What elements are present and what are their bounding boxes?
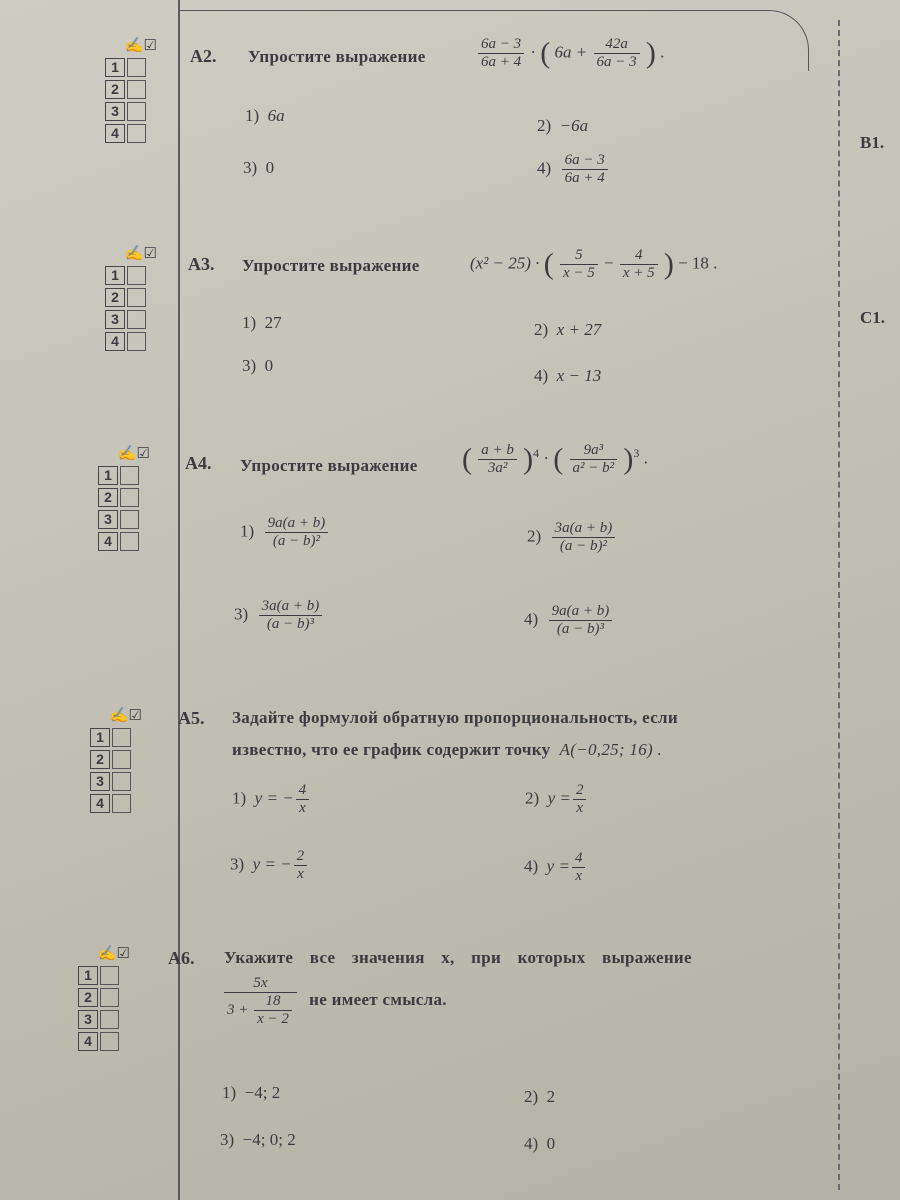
mark-box[interactable] [127, 58, 146, 77]
mark-number: 3 [105, 310, 125, 329]
mark-number: 4 [98, 532, 118, 551]
mark-number: 3 [98, 510, 118, 529]
answer-option: 1) 6a [245, 106, 285, 125]
answer-option: 3) −4; 0; 2 [220, 1130, 296, 1149]
mark-number: 2 [105, 80, 125, 99]
mark-box[interactable] [127, 266, 146, 285]
task-id: A6. [168, 948, 195, 968]
mark-box[interactable] [112, 750, 131, 769]
mark-box[interactable] [127, 80, 146, 99]
answer-option: 3) y = − $\frac{2}{x}$ [230, 848, 309, 883]
task-text: Упростите выражение [248, 47, 426, 66]
task-text-line1: Задайте формулой обратную пропорциональность, если [232, 708, 678, 727]
mark-number: 1 [105, 58, 125, 77]
mark-box[interactable] [100, 1032, 119, 1051]
mark-number: 2 [78, 988, 98, 1007]
answer-option: 1) $\frac{9a(a + b)}{\text{(a − b)²}}$ [240, 515, 330, 550]
fraction: $\frac{2}{x}$ [573, 782, 587, 817]
mark-box[interactable] [127, 102, 146, 121]
fraction: $\frac{\text{9a³}}{\text{a² − b²}}$ [570, 442, 618, 477]
answer-option: 2) $\frac{3a(a + b)}{\text{(a − b)²}}$ [527, 520, 617, 555]
fraction: $\frac{42a}{6a - 3}$ [594, 36, 640, 71]
pen-check-icon: ✍☑ [109, 708, 142, 724]
mark-number: 2 [105, 288, 125, 307]
answer-option: 3) 0 [242, 356, 274, 375]
mark-number: 4 [78, 1032, 98, 1051]
mark-number: 2 [98, 488, 118, 507]
mark-box[interactable] [100, 988, 119, 1007]
mark-box[interactable] [127, 288, 146, 307]
fraction: $\frac{4}{x + 5}$ [620, 247, 658, 282]
left-margin-line [178, 0, 180, 1200]
mark-number: 1 [78, 966, 98, 985]
answer-marks-a5 [90, 706, 142, 814]
fraction: $\frac{9a(a + b)}{\text{(a − b)³}}$ [549, 603, 613, 638]
answer-option: 1) 27 [242, 313, 282, 332]
task-text-line2: не имеет смысла. [309, 990, 447, 1010]
fraction: $\frac{4}{x}$ [296, 782, 310, 817]
fraction: $\frac{9a(a + b)}{\text{(a − b)²}}$ [265, 515, 329, 550]
task-text-line1: Укажите все значения x, при которых выражение [224, 948, 692, 967]
mark-number: 2 [90, 750, 110, 769]
fraction: $\frac{3a(a + b)}{\text{(a − b)³}}$ [259, 598, 323, 633]
side-label-c1: C1. [860, 308, 886, 327]
fraction: $\frac{5}{x - 5}$ [560, 247, 598, 282]
answer-marks-a2 [105, 36, 157, 144]
task-text-line2: известно, что ее график содержит точку A(−0,25; 16) . [232, 740, 663, 759]
answer-option: 2) x + 27 [534, 320, 602, 339]
answer-option: 2) y = $\frac{2}{x}$ [525, 782, 588, 817]
answer-option: 3) 0 [243, 158, 275, 177]
mark-number: 4 [105, 124, 125, 143]
answer-option: 4) $\frac{9a(a + b)}{\text{(a − b)³}}$ [524, 603, 614, 638]
mark-number: 1 [98, 466, 118, 485]
pen-check-icon: ✍☑ [117, 446, 150, 462]
task-expression: ( $\frac{a + b}{\text{3a²}}$ )$^4$ · ( $\frac{\text{9a³}}{\text{a² − b²}}$ )$^3$ . [462, 442, 648, 476]
mark-number: 1 [90, 728, 110, 747]
mark-number: 3 [90, 772, 110, 791]
mark-number: 4 [90, 794, 110, 813]
pen-check-icon: ✍☑ [97, 946, 130, 962]
answer-option: 4) x − 13 [534, 366, 602, 385]
fraction: $\frac{18}{x - 2}$ [254, 993, 292, 1028]
mark-number: 4 [105, 332, 125, 351]
answer-marks-a4 [98, 444, 150, 552]
mark-number: 3 [78, 1010, 98, 1029]
task-id: A5. [178, 708, 205, 728]
side-label-b1: B1. [860, 133, 885, 152]
pen-check-icon: ✍☑ [124, 38, 157, 54]
mark-box[interactable] [127, 124, 146, 143]
right-dashed-line [838, 20, 840, 1190]
mark-box[interactable] [127, 332, 146, 351]
task-text: Упростите выражение [242, 256, 420, 275]
task-id: A3. [188, 254, 215, 274]
mark-box[interactable] [112, 794, 131, 813]
mark-box[interactable] [120, 466, 139, 485]
fraction: 5x 3 + $\frac{18}{x - 2}$ [224, 975, 297, 1028]
task-id: A2. [190, 46, 217, 66]
fraction: $\frac{3a(a + b)}{\text{(a − b)²}}$ [552, 520, 616, 555]
fraction: $\frac{6a - 3}{6a + 4}$ [478, 36, 524, 71]
fraction: $\frac{6a - 3}{6a + 4}$ [562, 152, 608, 187]
answer-option: 2) −6a [537, 116, 589, 135]
mark-box[interactable] [112, 772, 131, 791]
fraction: $\frac{2}{x}$ [294, 848, 308, 883]
mark-number: 3 [105, 102, 125, 121]
task-expression: $\frac{6a - 3}{6a + 4}$ · ( 6a + $\frac{42a}{6a - 3}$ ) . [476, 36, 664, 71]
mark-box[interactable] [120, 532, 139, 551]
fraction: $\frac{a + b}{\text{3a²}}$ [478, 442, 517, 477]
fraction: $\frac{4}{x}$ [572, 850, 586, 885]
task-id: A4. [185, 453, 212, 473]
pen-check-icon: ✍☑ [124, 246, 157, 262]
mark-box[interactable] [112, 728, 131, 747]
answer-option: 2) 2 [524, 1087, 556, 1106]
mark-box[interactable] [120, 488, 139, 507]
answer-option: 3) $\frac{3a(a + b)}{\text{(a − b)³}}$ [234, 598, 324, 633]
answer-option: 4) y = $\frac{4}{x}$ [524, 850, 587, 885]
mark-box[interactable] [127, 310, 146, 329]
task-expression [222, 975, 447, 1028]
answer-marks-a3 [105, 244, 157, 352]
mark-box[interactable] [100, 1010, 119, 1029]
answer-option: 4) 0 [524, 1134, 556, 1153]
answer-marks-a6 [78, 944, 130, 1052]
answer-option: 1) −4; 2 [222, 1083, 281, 1102]
mark-box[interactable] [120, 510, 139, 529]
task-text: Упростите выражение [240, 456, 418, 475]
task-expression: (x² − 25) · ( $\frac{5}{x - 5}$ − $\frac{4}{x + 5}$ ) − 18 . [470, 247, 718, 281]
mark-number: 1 [105, 266, 125, 285]
answer-option: 1) y = − $\frac{4}{x}$ [232, 782, 311, 817]
answer-option: 4) $\frac{6a - 3}{6a + 4}$ [537, 152, 610, 187]
mark-box[interactable] [100, 966, 119, 985]
